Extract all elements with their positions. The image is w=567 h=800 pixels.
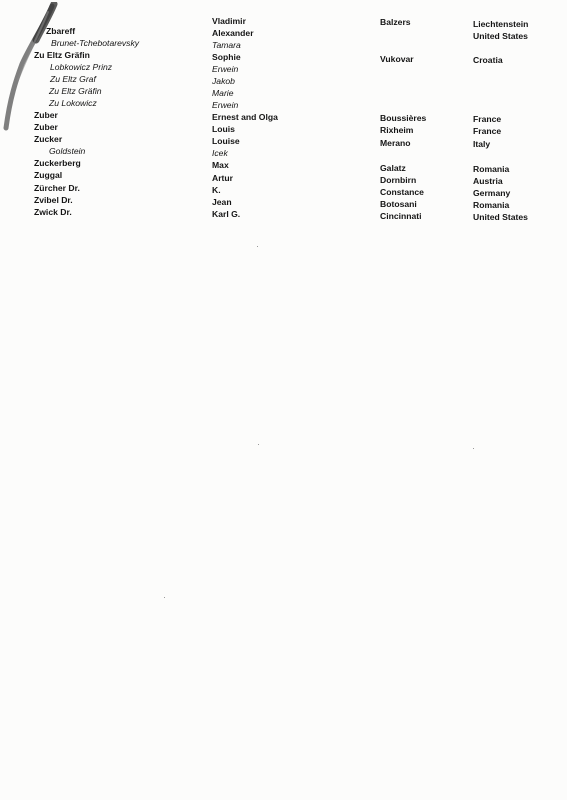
surname-cell: Zu Eltz Gräfin [34, 50, 90, 60]
first-name-cell: Erwein [212, 100, 239, 110]
first-name-cell: Icek [212, 148, 228, 158]
scan-speck [258, 444, 259, 445]
surname-cell: Brunet-Tchebotarevsky [51, 38, 140, 48]
city-cell: Constance [380, 187, 424, 197]
scan-speck [257, 246, 258, 247]
country-cell: Croatia [473, 55, 503, 65]
city-cell: Balzers [380, 17, 411, 27]
scan-speck [473, 448, 474, 449]
first-name-cell: K. [212, 185, 221, 195]
first-name-cell: Tamara [212, 40, 241, 50]
city-cell: Vukovar [380, 54, 414, 64]
surname-cell: Goldstein [49, 146, 86, 156]
city-cell: Dornbirn [380, 175, 417, 185]
country-cell: Romania [473, 200, 510, 210]
first-name-cell: Marie [212, 88, 234, 98]
surname-cell: Zuggal [34, 170, 63, 180]
city-cell: Cincinnati [380, 211, 422, 221]
surname-cell: Zuber [34, 110, 58, 120]
surname-cell: Zuber [34, 122, 58, 132]
first-name-cell: Erwein [212, 64, 239, 74]
surname-cell: Zu Eltz Gräfin [49, 86, 102, 96]
surname-cell: Zucker [34, 134, 63, 144]
scan-speck [164, 597, 165, 598]
country-cell: United States [473, 212, 528, 222]
surname-cell: Zvibel Dr. [34, 195, 73, 205]
city-cell: Boussières [380, 113, 427, 123]
surname-cell: Zwick Dr. [34, 207, 72, 217]
first-name-cell: Max [212, 160, 229, 170]
first-name-cell: Karl G. [212, 209, 241, 219]
surname-cell: Zu Lokowicz [49, 98, 97, 108]
country-cell: United States [473, 31, 528, 41]
first-name-cell: Artur [212, 173, 234, 183]
city-cell: Galatz [380, 163, 406, 173]
first-name-cell: Jean [212, 197, 232, 207]
surname-cell: Zürcher Dr. [34, 183, 80, 193]
surname-cell: Zu Eltz Graf [50, 74, 96, 84]
surname-cell: Zbareff [46, 26, 76, 36]
first-name-cell: Jakob [212, 76, 235, 86]
first-name-cell: Sophie [212, 52, 241, 62]
first-name-cell: Louis [212, 124, 235, 134]
first-name-cell: Louise [212, 136, 240, 146]
surname-cell: Lobkowicz Prinz [50, 62, 113, 72]
city-cell: Merano [380, 138, 411, 148]
first-name-cell: Alexander [212, 28, 254, 38]
country-cell: Austria [473, 176, 503, 186]
city-cell: Rixheim [380, 125, 414, 135]
country-cell: Romania [473, 164, 510, 174]
country-cell: France [473, 126, 502, 136]
country-cell: France [473, 114, 502, 124]
surname-cell: Zuckerberg [34, 158, 81, 168]
country-cell: Italy [473, 139, 491, 149]
country-cell: Germany [473, 188, 511, 198]
country-cell: Liechtenstein [473, 19, 529, 29]
first-name-cell: Ernest and Olga [212, 112, 278, 122]
first-name-cell: Vladimir [212, 16, 246, 26]
city-cell: Botosani [380, 199, 417, 209]
